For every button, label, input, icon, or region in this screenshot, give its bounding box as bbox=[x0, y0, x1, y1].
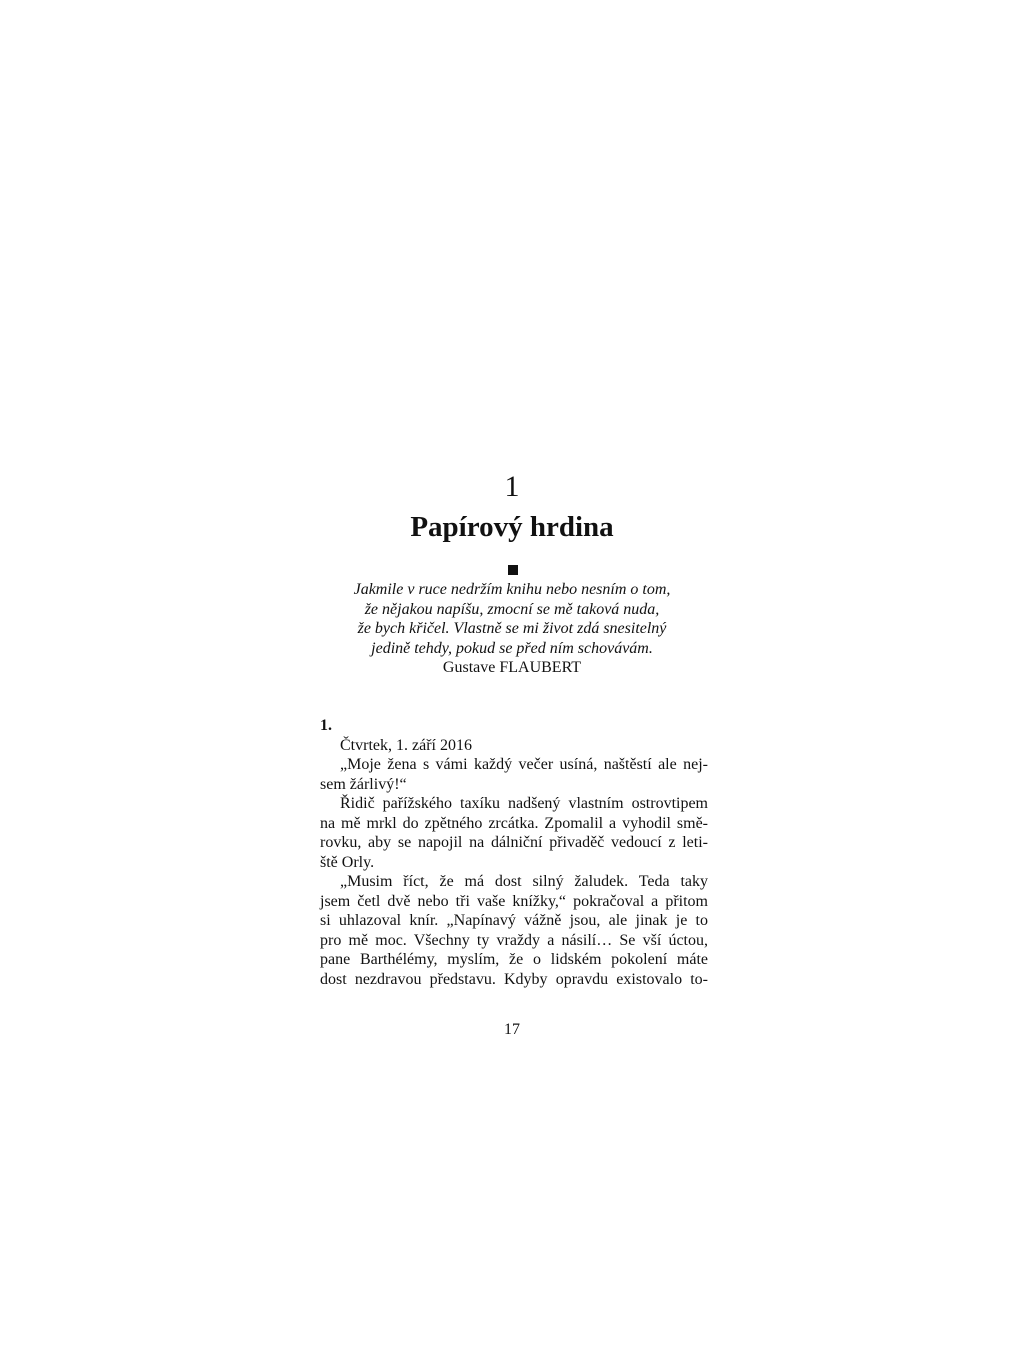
epigraph bbox=[0, 580, 1024, 678]
text-line: sem žárlivý!“ bbox=[320, 775, 407, 793]
chapter-title: Papírový hrdina bbox=[410, 511, 614, 543]
text-line: jsem četl dvě nebo tři vaše knížky,“ pokračoval a přitom bbox=[320, 892, 708, 910]
text-line: „Musim říct, že má dost silný žaludek. Teda taky bbox=[340, 873, 708, 890]
text-line: rovku, aby se napojil na dálniční přivaděč vedoucí z leti- bbox=[320, 834, 708, 851]
epigraph-line: že bych křičel. Vlastně se mi život zdá snesitelný bbox=[357, 620, 667, 637]
epigraph-author: Gustave FLAUBERT bbox=[442, 659, 582, 676]
page-number: 17 bbox=[504, 1021, 520, 1038]
text-line: si uhlazoval knír. „Napínavý vážně jsou, ale jinak je to bbox=[320, 912, 708, 929]
square-ornament-icon bbox=[508, 565, 518, 575]
body-text bbox=[320, 716, 708, 989]
epigraph-line: že nějakou napíšu, zmocní se mě taková nuda, bbox=[364, 600, 660, 618]
text-line: pane Barthélémy, myslím, že o lidském pokolení máte bbox=[320, 951, 708, 968]
text-line: Čtvrtek, 1. září 2016 bbox=[340, 736, 472, 754]
text-line: Řidič pařížského taxíku nadšený vlastním ostrovtipem bbox=[340, 795, 708, 812]
epigraph-line: Jakmile v ruce nedržím knihu nebo nesním o tom, bbox=[353, 581, 671, 598]
text-line: pro mě moc. Všechny ty vraždy a násilí… Se vší úctou, bbox=[320, 931, 708, 949]
text-line: na mě mrkl do zpětného zrcátka. Zpomalil a vyhodil smě- bbox=[320, 814, 708, 832]
chapter-number: 1 bbox=[504, 470, 520, 503]
text-line: „Moje žena s vámi každý večer usíná, naštěstí ale nej- bbox=[340, 756, 708, 773]
text-line: dost nezdravou představu. Kdyby opravdu existovalo to- bbox=[320, 970, 708, 988]
section-number: 1. bbox=[320, 717, 332, 734]
text-line: ště Orly. bbox=[320, 853, 375, 871]
epigraph-line: jedině tehdy, pokud se před ním schovávám. bbox=[371, 639, 653, 657]
